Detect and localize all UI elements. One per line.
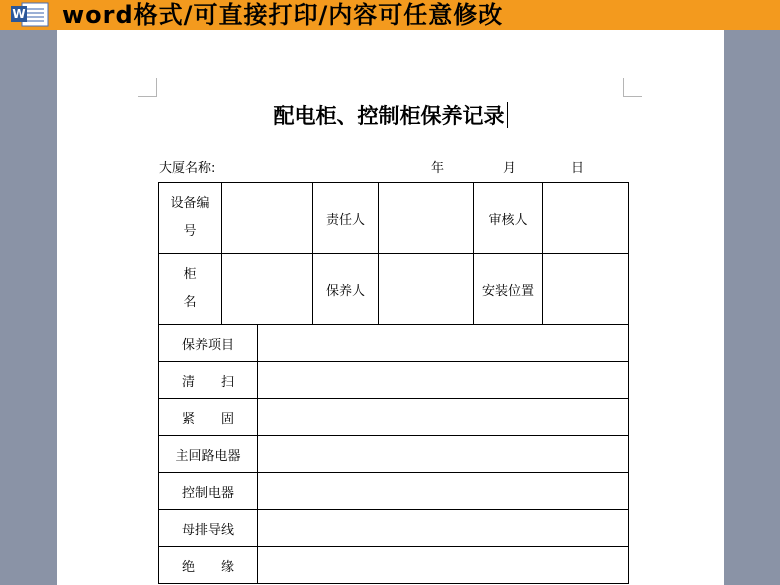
device-number-label-line1: 设备编 — [170, 196, 210, 211]
responsible-person-label: 责任人 — [313, 183, 379, 254]
maintenance-record-table — [158, 182, 629, 584]
control-devices-cell[interactable] — [258, 473, 629, 510]
right-gray-margin — [724, 30, 780, 585]
table-row — [159, 325, 629, 362]
cleaning-label — [159, 362, 258, 399]
device-number-label — [159, 183, 222, 254]
insulation-label-char2: 缘 — [221, 559, 235, 575]
banner-text: word格式/可直接打印/内容可任意修改 — [62, 1, 504, 29]
maintenance-items-label: 保养项目 — [159, 325, 258, 362]
busbar-wiring-label: 母排导线 — [159, 510, 258, 547]
responsible-person-cell[interactable] — [379, 183, 474, 254]
top-banner — [0, 0, 780, 30]
fastening-cell[interactable] — [258, 399, 629, 436]
table-row — [159, 473, 629, 510]
install-location-cell[interactable] — [543, 254, 629, 325]
busbar-wiring-cell[interactable] — [258, 510, 629, 547]
title-text: 配电柜、控制柜保养记录 — [273, 104, 505, 128]
table-row — [159, 362, 629, 399]
word-document-icon — [8, 2, 52, 28]
reviewer-label: 审核人 — [474, 183, 543, 254]
device-number-cell[interactable] — [222, 183, 313, 254]
maintenance-items-cell[interactable] — [258, 325, 629, 362]
cabinet-name-cell[interactable] — [222, 254, 313, 325]
cabinet-name-label — [159, 254, 222, 325]
text-cursor — [507, 102, 508, 128]
document-page[interactable] — [57, 30, 724, 585]
device-number-label-line2: 号 — [183, 224, 197, 239]
margin-corner-mark — [138, 78, 157, 97]
table-row — [159, 254, 629, 325]
control-devices-label: 控制电器 — [159, 473, 258, 510]
cabinet-name-label-line1: 柜 — [183, 267, 197, 282]
year-label: 年 — [431, 161, 445, 176]
main-circuit-label: 主回路电器 — [159, 436, 258, 473]
insulation-label — [159, 547, 258, 584]
month-label: 月 — [503, 161, 517, 176]
table-row — [159, 183, 629, 254]
fastening-label-char2: 固 — [221, 411, 235, 427]
day-label: 日 — [571, 161, 585, 176]
table-row — [159, 510, 629, 547]
table-row — [159, 547, 629, 584]
maintainer-cell[interactable] — [379, 254, 474, 325]
fastening-label-char1: 紧 — [181, 411, 195, 427]
install-location-label: 安装位置 — [474, 254, 543, 325]
svg-text:W: W — [12, 7, 26, 21]
cabinet-name-label-line2: 名 — [183, 295, 197, 310]
margin-corner-mark — [623, 78, 642, 97]
reviewer-cell[interactable] — [543, 183, 629, 254]
building-name-label: 大厦名称: — [159, 161, 216, 176]
left-gray-margin — [0, 30, 57, 585]
cleaning-label-char2: 扫 — [221, 374, 235, 390]
main-circuit-cell[interactable] — [258, 436, 629, 473]
cleaning-cell[interactable] — [258, 362, 629, 399]
maintainer-label: 保养人 — [313, 254, 379, 325]
cleaning-label-char1: 清 — [181, 374, 195, 390]
document-title — [57, 100, 724, 130]
insulation-cell[interactable] — [258, 547, 629, 584]
table-row — [159, 399, 629, 436]
fastening-label — [159, 399, 258, 436]
table-row — [159, 436, 629, 473]
insulation-label-char1: 绝 — [181, 559, 195, 575]
